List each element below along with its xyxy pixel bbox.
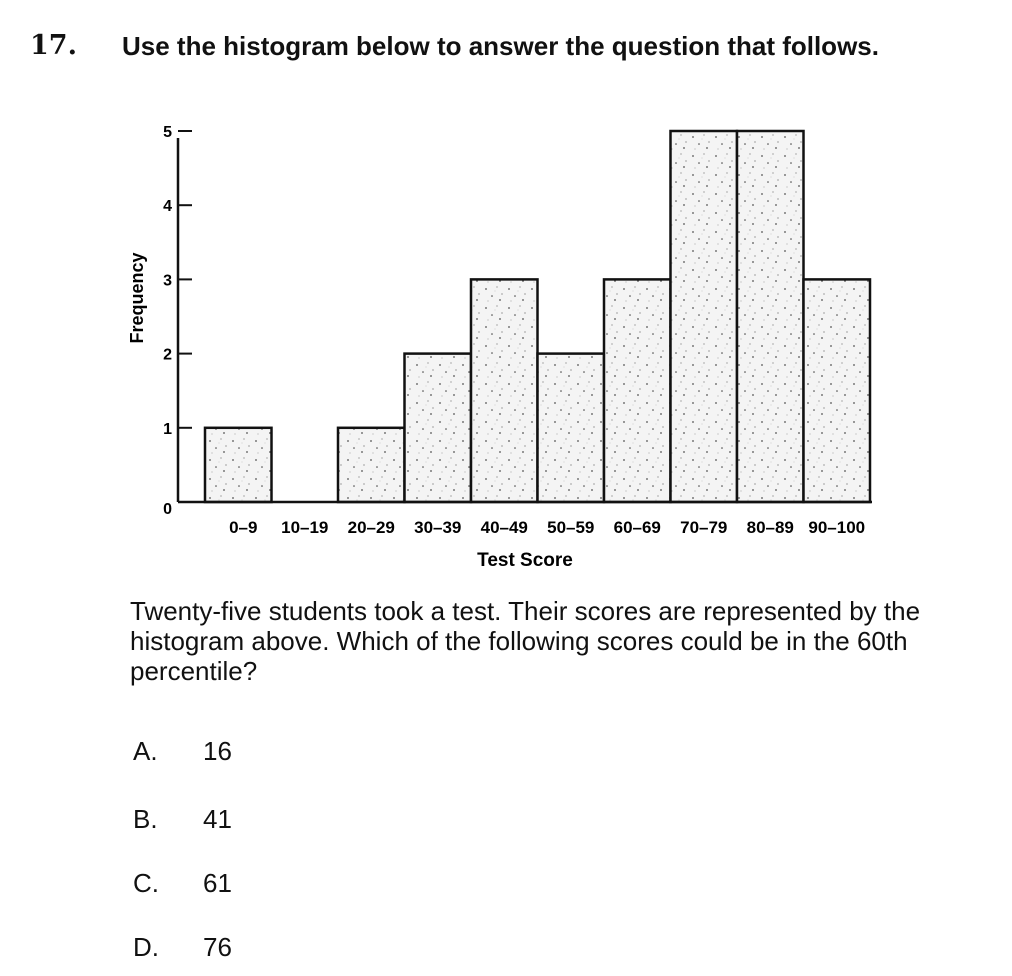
x-tick-label-90–100: 90–100 (808, 518, 866, 537)
x-tick-label-60–69: 60–69 (613, 518, 661, 537)
x-tick-label-0–9: 0–9 (229, 518, 258, 537)
choice-c-letter: C. (133, 868, 159, 898)
bar-20–29 (338, 428, 405, 502)
x-tick-label-30–39: 30–39 (414, 518, 462, 537)
choice-b-value: 41 (203, 804, 232, 834)
bar-80–89 (737, 131, 804, 502)
x-tick-label-20–29: 20–29 (347, 518, 395, 537)
bar-60–69 (604, 279, 671, 502)
y-tick-label-0: 0 (163, 501, 172, 518)
bar-90–100 (804, 279, 871, 502)
x-tick-label-40–49: 40–49 (480, 518, 528, 537)
y-tick-label-2: 2 (163, 346, 172, 364)
choice-d-value: 76 (203, 932, 232, 962)
bar-50–59 (538, 354, 605, 502)
bar-0–9 (205, 428, 272, 502)
choice-c-value: 61 (203, 868, 232, 898)
bars-layer (205, 131, 870, 502)
x-tick-label-10–19: 10–19 (281, 518, 329, 537)
y-tick-label-5: 5 (163, 124, 172, 141)
question-number: 17. (30, 30, 77, 61)
choice-b[interactable] (133, 804, 232, 835)
bar-30–39 (405, 354, 472, 502)
x-tick-label-80–89: 80–89 (746, 518, 794, 537)
choice-d-letter: D. (133, 932, 159, 962)
choice-c[interactable] (133, 868, 232, 899)
choice-a-letter: A. (133, 736, 158, 766)
y-tick-label-4: 4 (163, 198, 172, 216)
x-tick-label-50–59: 50–59 (547, 518, 595, 537)
question-text: Twenty-five students took a test. Their scores are represented by the histogram above. Which of the following scores could be in the 60th percentile? (130, 596, 921, 686)
choice-b-letter: B. (133, 804, 158, 834)
y-tick-label-1: 1 (163, 420, 172, 438)
choice-a-value: 16 (203, 736, 232, 766)
bar-70–79 (671, 131, 738, 502)
y-tick-label-3: 3 (163, 272, 172, 290)
choice-a[interactable] (133, 736, 232, 767)
question-prompt: Use the histogram below to answer the question that follows. (122, 31, 879, 61)
y-axis-title: Frequency (127, 252, 147, 344)
choice-d[interactable] (133, 932, 232, 963)
x-tick-label-70–79: 70–79 (680, 518, 728, 537)
x-labels-layer (229, 518, 865, 537)
bar-40–49 (471, 279, 538, 502)
x-axis-title: Test Score (477, 550, 573, 571)
